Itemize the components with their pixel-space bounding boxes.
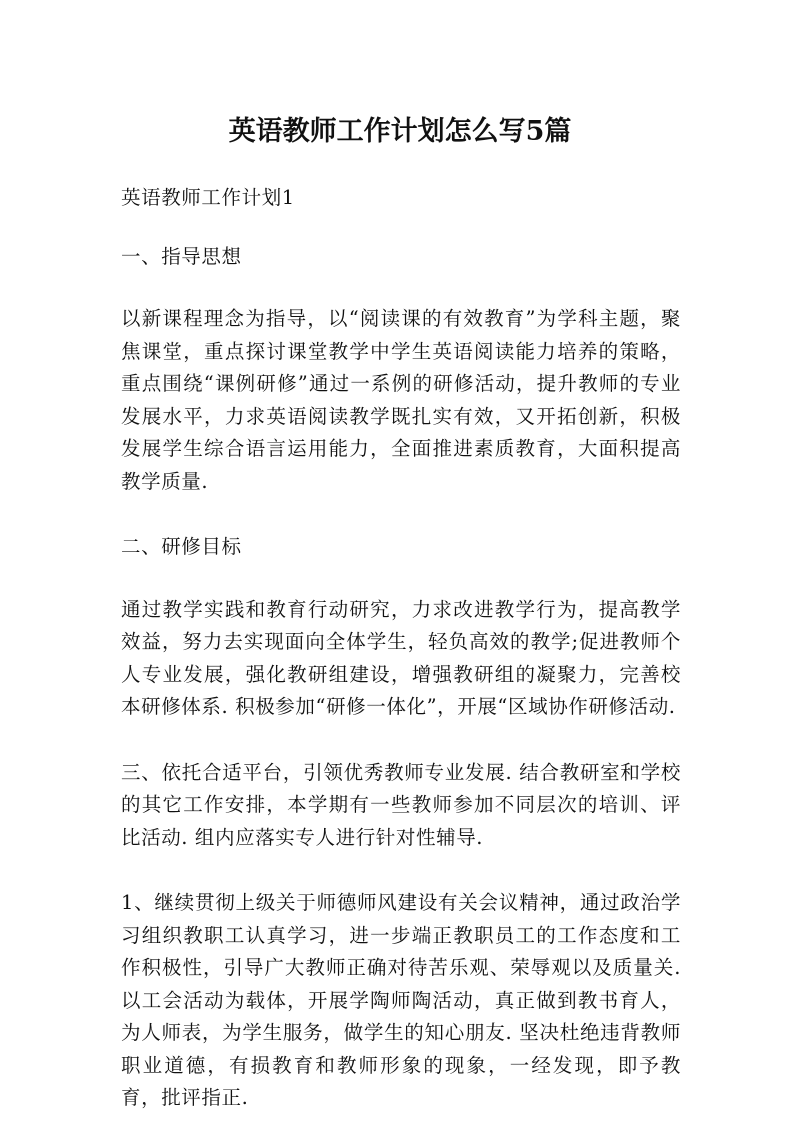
paragraph-guiding-thought: 以新课程理念为指导，以“阅读课的有效教育”为学科主题，聚焦课堂，重点探讨课堂教学中学生英语阅读能力培养的策略，重点围绕“课例研修”通过一系例的研修活动，提升教师的专业发展水平，力求英语阅读教学既扎实有效，又开拓创新，积极发展学生综合语言运用能力，全面推进素质教育，大面积提高教学质量. [121, 307, 681, 493]
section-heading-research-goals: 二、研修目标 [121, 535, 242, 558]
paragraph-research-goals: 通过教学实践和教育行动研究，力求改进教学行为，提高教学效益，努力去实现面向全体学生，轻负高效的教学;促进教师个人专业发展，强化教研组建设，增强教研组的凝聚力，完善校本研修体系. 积极参加“研修一体化”，开展“区域协作研修活动. [121, 597, 681, 718]
paragraph-platform: 三、依托合适平台，引领优秀教师专业发展. 结合教研室和学校的其它工作安排，本学期有一些教师参加不同层次的培训、评比活动. 组内应落实专人进行针对性辅导. [121, 760, 681, 849]
section-heading-guiding-thought: 一、指导思想 [121, 244, 242, 268]
paragraph-ethics: 1、继续贯彻上级关于师德师风建设有关会议精神，通过政治学习组织教职工认真学习，进一步端正教职员工的工作态度和工作积极性，引导广大教师正确对待苦乐观、荣辱观以及质量关. 以工会活动为载体，开展学陶师陶活动，真正做到教书育人，为人师表，为学生服务，做学生的知心朋友. 坚决杜绝违背教师职业道德，有损教育和教师形象的现象，一经发现，即予教育，批评指正. [121, 891, 681, 1109]
document-body [121, 182, 681, 1148]
document-title: 英语教师工作计划怎么写5篇 [228, 116, 572, 147]
section-heading-plan-1: 英语教师工作计划1 [121, 186, 295, 209]
